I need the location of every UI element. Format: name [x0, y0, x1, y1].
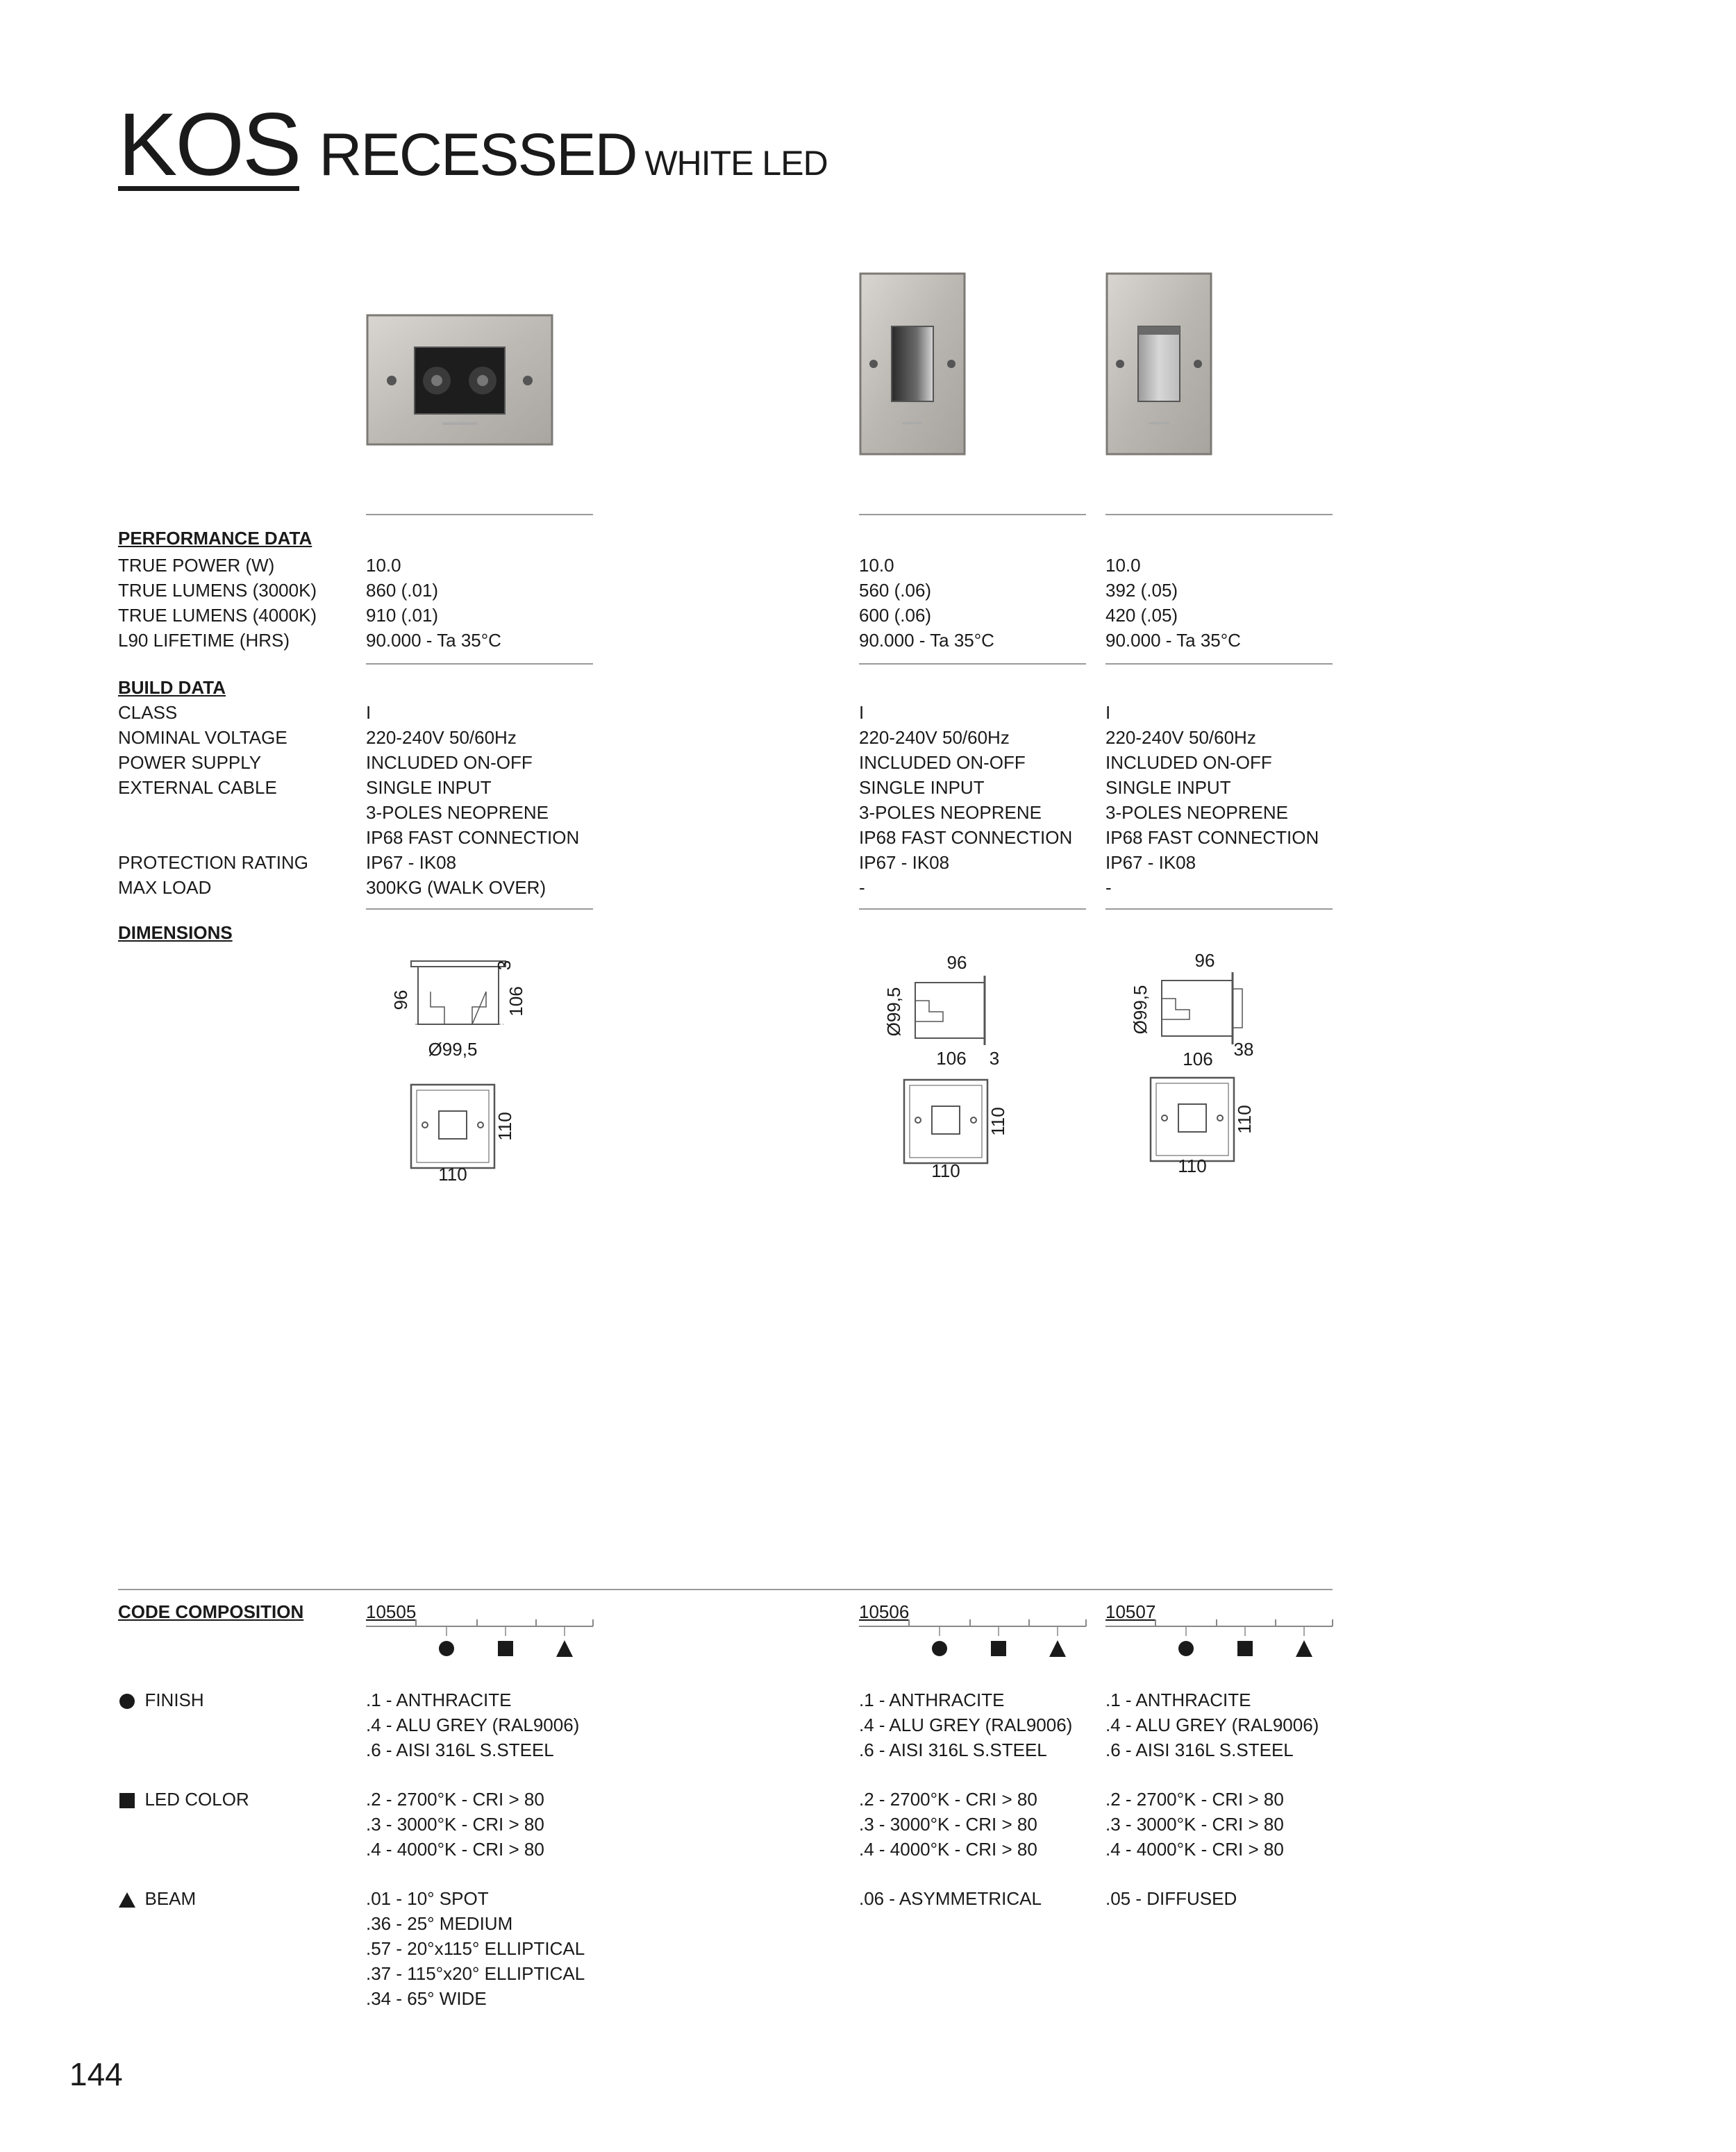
- finish-list-3: [1105, 1687, 1319, 1762]
- page-number: 144: [69, 2056, 123, 2092]
- value: 90.000 - Ta 35°C: [859, 630, 994, 651]
- option: .57 - 20°x115° ELLIPTICAL: [366, 1938, 585, 1959]
- value: 420 (.05): [1105, 605, 1178, 626]
- option: .4 - 4000°K - CRI > 80: [859, 1839, 1037, 1860]
- value: SINGLE INPUT: [366, 777, 492, 798]
- label-nominal-voltage: NOMINAL VOLTAGE: [118, 727, 287, 748]
- value: IP68 FAST CONNECTION: [859, 827, 1073, 848]
- led-color-square-icon: [498, 1641, 513, 1656]
- label-power-supply: POWER SUPPLY: [118, 752, 262, 773]
- divider: [1105, 663, 1333, 665]
- value: SINGLE INPUT: [859, 777, 985, 798]
- label-class: CLASS: [118, 702, 178, 723]
- led-color-label-row: [118, 1787, 249, 1813]
- dim-label: 38: [1233, 1039, 1254, 1060]
- value: 392 (.05): [1105, 580, 1178, 601]
- value: I: [366, 702, 372, 723]
- dimension-drawing-2: [875, 948, 1028, 1181]
- title-kos: KOS: [118, 95, 300, 194]
- performance-labels: [118, 553, 317, 653]
- value: 300KG (WALK OVER): [366, 877, 546, 898]
- value: I: [859, 702, 865, 723]
- performance-col-2: [859, 553, 994, 653]
- divider: [366, 663, 593, 665]
- dim-label: 3: [989, 1048, 1000, 1069]
- option: .34 - 65° WIDE: [366, 1988, 487, 2009]
- performance-col-3: [1105, 553, 1241, 653]
- led-list-2: [859, 1787, 1037, 1862]
- label-max-load: MAX LOAD: [118, 877, 212, 898]
- value: -: [1105, 877, 1112, 898]
- build-col-1: [366, 700, 579, 900]
- option: .2 - 2700°K - CRI > 80: [366, 1789, 544, 1810]
- dimension-drawing-1: [375, 951, 528, 1181]
- value: 90.000 - Ta 35°C: [366, 630, 501, 651]
- code-diagram-1: [366, 1618, 602, 1667]
- divider: [859, 514, 1086, 515]
- divider: [1105, 514, 1333, 515]
- option: .4 - ALU GREY (RAL9006): [366, 1715, 580, 1735]
- option: .3 - 3000°K - CRI > 80: [366, 1814, 544, 1835]
- code-diagram-3: [1105, 1618, 1342, 1667]
- beam-list-3: [1105, 1886, 1237, 1911]
- dim-label: 110: [987, 1107, 1008, 1136]
- dimension-drawing-3: [1121, 946, 1274, 1178]
- dim-label: 96: [1194, 950, 1215, 971]
- dim-label: 96: [946, 952, 967, 973]
- beam-label-row: [118, 1886, 196, 1912]
- option: .6 - AISI 316L S.STEEL: [859, 1740, 1047, 1760]
- value: 220-240V 50/60Hz: [859, 727, 1010, 748]
- dim-label: 106: [936, 1048, 967, 1069]
- dim-label: 110: [494, 1112, 515, 1141]
- label-external-cable: EXTERNAL CABLE: [118, 777, 277, 798]
- beam-triangle-icon: [118, 1891, 136, 1912]
- build-col-3: [1105, 700, 1319, 900]
- divider: [1105, 908, 1333, 910]
- value: IP67 - IK08: [1105, 852, 1196, 873]
- option: .4 - ALU GREY (RAL9006): [1105, 1715, 1319, 1735]
- finish-circle-icon: [439, 1641, 454, 1656]
- finish-circle-icon: [1178, 1641, 1194, 1656]
- dim-label: 110: [1178, 1156, 1207, 1176]
- finish-list-2: [859, 1687, 1072, 1762]
- value: IP68 FAST CONNECTION: [366, 827, 580, 848]
- divider: [366, 908, 593, 910]
- beam-triangle-icon: [1296, 1640, 1312, 1657]
- option: .4 - 4000°K - CRI > 80: [1105, 1839, 1284, 1860]
- finish-label: FINISH: [144, 1690, 204, 1710]
- product-image-2: [859, 272, 966, 456]
- option: .4 - ALU GREY (RAL9006): [859, 1715, 1073, 1735]
- product-image-3: [1105, 272, 1212, 456]
- beam-triangle-icon: [1049, 1640, 1066, 1657]
- beam-triangle-icon: [556, 1640, 573, 1657]
- option: .06 - ASYMMETRICAL: [859, 1888, 1042, 1909]
- finish-circle-icon: [118, 1692, 136, 1714]
- label-true-power: TRUE POWER (W): [118, 555, 275, 576]
- performance-col-1: [366, 553, 501, 653]
- value: 10.0: [366, 555, 401, 576]
- label-lumens-4000k: TRUE LUMENS (4000K): [118, 605, 317, 626]
- label-l90-lifetime: L90 LIFETIME (HRS): [118, 630, 290, 651]
- led-list-1: [366, 1787, 544, 1862]
- dim-label: 96: [390, 990, 411, 1010]
- build-heading: BUILD DATA: [118, 677, 226, 698]
- dim-label: 110: [438, 1164, 467, 1181]
- led-color-square-icon: [118, 1792, 136, 1813]
- value: -: [859, 877, 865, 898]
- led-color-label: LED COLOR: [144, 1789, 249, 1810]
- label-blank: [118, 825, 308, 850]
- build-labels: [118, 700, 308, 900]
- title-recessed: RECESSED: [319, 122, 637, 188]
- product-code: 10506: [859, 1601, 910, 1622]
- dim-label: Ø99,5: [1130, 985, 1151, 1035]
- option: .3 - 3000°K - CRI > 80: [859, 1814, 1037, 1835]
- product-code: 10505: [366, 1601, 417, 1622]
- option: .2 - 2700°K - CRI > 80: [1105, 1789, 1284, 1810]
- value: 10.0: [1105, 555, 1141, 576]
- beam-label: BEAM: [144, 1888, 197, 1909]
- value: 3-POLES NEOPRENE: [1105, 802, 1288, 823]
- divider: [366, 514, 593, 515]
- value: 90.000 - Ta 35°C: [1105, 630, 1241, 651]
- option: .6 - AISI 316L S.STEEL: [366, 1740, 554, 1760]
- value: 220-240V 50/60Hz: [1105, 727, 1256, 748]
- value: IP68 FAST CONNECTION: [1105, 827, 1319, 848]
- value: 3-POLES NEOPRENE: [366, 802, 549, 823]
- product-image-1: [366, 314, 553, 446]
- option: .6 - AISI 316L S.STEEL: [1105, 1740, 1294, 1760]
- dim-label: 110: [1234, 1105, 1255, 1134]
- option: .1 - ANTHRACITE: [366, 1690, 512, 1710]
- option: .05 - DIFFUSED: [1105, 1888, 1237, 1909]
- code-composition-heading: CODE COMPOSITION: [118, 1601, 304, 1622]
- value: INCLUDED ON-OFF: [366, 752, 533, 773]
- label-lumens-3000k: TRUE LUMENS (3000K): [118, 580, 317, 601]
- option: .3 - 3000°K - CRI > 80: [1105, 1814, 1284, 1835]
- finish-circle-icon: [932, 1641, 947, 1656]
- value: I: [1105, 702, 1111, 723]
- label-protection-rating: PROTECTION RATING: [118, 852, 308, 873]
- value: 860 (.01): [366, 580, 439, 601]
- value: 3-POLES NEOPRENE: [859, 802, 1042, 823]
- led-color-square-icon: [1237, 1641, 1253, 1656]
- divider: [859, 908, 1086, 910]
- performance-heading: PERFORMANCE DATA: [118, 528, 312, 549]
- title-white-led: WHITE LED: [644, 144, 828, 183]
- value: 10.0: [859, 555, 894, 576]
- dimensions-heading: DIMENSIONS: [118, 922, 233, 943]
- value: SINGLE INPUT: [1105, 777, 1231, 798]
- value: 220-240V 50/60Hz: [366, 727, 517, 748]
- option: .36 - 25° MEDIUM: [366, 1913, 513, 1934]
- option: .4 - 4000°K - CRI > 80: [366, 1839, 544, 1860]
- value: 600 (.06): [859, 605, 932, 626]
- finish-list-1: [366, 1687, 579, 1762]
- value: 910 (.01): [366, 605, 439, 626]
- value: IP67 - IK08: [859, 852, 950, 873]
- dim-label: Ø99,5: [428, 1039, 478, 1060]
- value: INCLUDED ON-OFF: [859, 752, 1026, 773]
- product-code: 10507: [1105, 1601, 1156, 1622]
- value: 560 (.06): [859, 580, 932, 601]
- value: IP67 - IK08: [366, 852, 457, 873]
- build-col-2: [859, 700, 1072, 900]
- divider: [859, 663, 1086, 665]
- label-blank: [118, 800, 308, 825]
- divider: [118, 1589, 1333, 1590]
- finish-label-row: [118, 1687, 204, 1714]
- value: INCLUDED ON-OFF: [1105, 752, 1272, 773]
- page-title: [118, 95, 828, 194]
- dim-label: 110: [931, 1160, 960, 1181]
- option: .01 - 10° SPOT: [366, 1888, 489, 1909]
- option: .37 - 115°x20° ELLIPTICAL: [366, 1963, 585, 1984]
- beam-list-1: [366, 1886, 585, 2011]
- led-color-square-icon: [991, 1641, 1006, 1656]
- dim-label: 106: [1183, 1049, 1213, 1069]
- dim-label: 106: [506, 986, 526, 1017]
- option: .2 - 2700°K - CRI > 80: [859, 1789, 1037, 1810]
- option: .1 - ANTHRACITE: [1105, 1690, 1251, 1710]
- code-diagram-2: [859, 1618, 1095, 1667]
- option: .1 - ANTHRACITE: [859, 1690, 1005, 1710]
- dim-label: 3: [494, 960, 515, 971]
- beam-list-2: [859, 1886, 1042, 1911]
- dim-label: Ø99,5: [883, 987, 904, 1037]
- led-list-3: [1105, 1787, 1284, 1862]
